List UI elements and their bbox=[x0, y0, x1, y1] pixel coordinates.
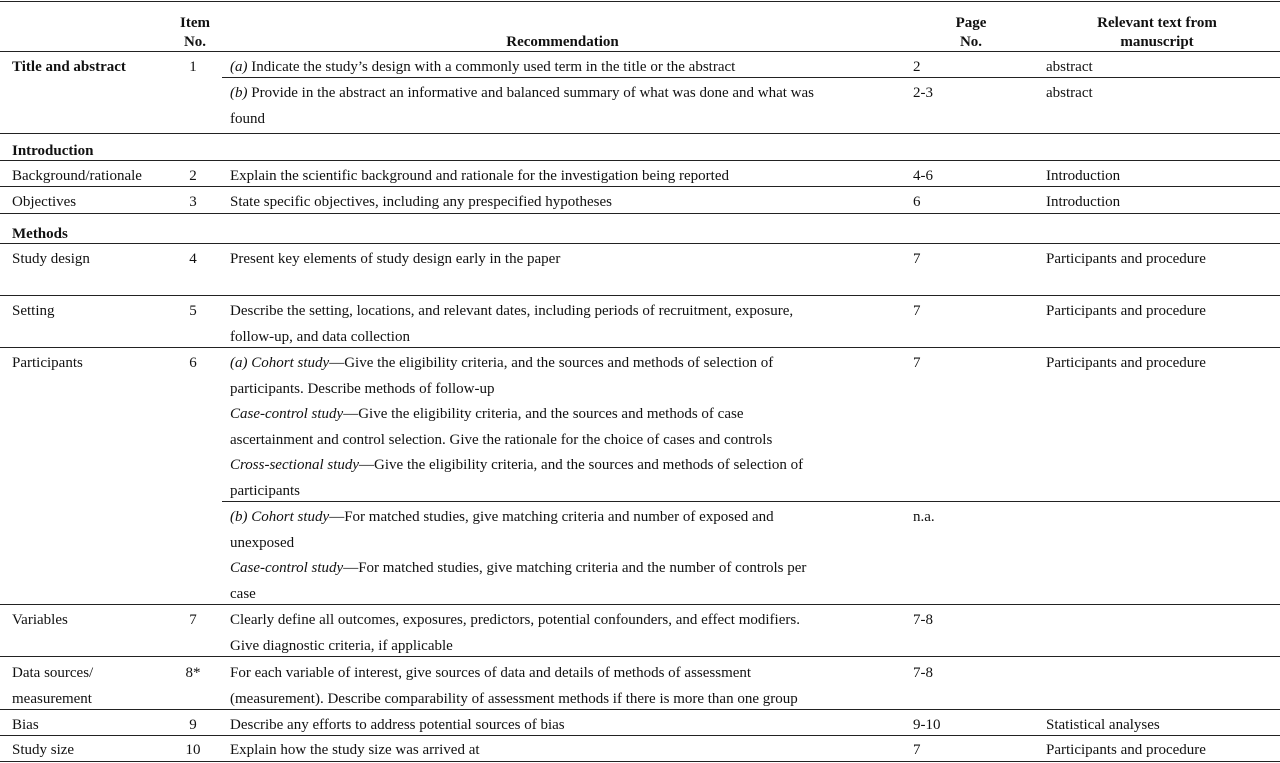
topic: Objectives bbox=[12, 194, 77, 210]
rule-r8 bbox=[0, 709, 1280, 710]
rule-bottom bbox=[0, 761, 1280, 762]
rule-r5 bbox=[0, 347, 1280, 348]
header-item-no-1: Item bbox=[180, 15, 210, 31]
recommendation-text: (measurement). Describe comparability of assessment methods if there is more than one group bbox=[230, 691, 798, 707]
item-no: 5 bbox=[189, 303, 197, 319]
header-item-no-2: No. bbox=[183, 34, 207, 50]
section-introduction: Introduction bbox=[12, 143, 94, 159]
item-no: 6 bbox=[189, 355, 197, 371]
topic: measurement bbox=[12, 691, 92, 707]
rule-r4 bbox=[0, 295, 1280, 296]
recommendation-text: case bbox=[230, 586, 256, 602]
rule-r2 bbox=[0, 186, 1280, 187]
item-no: 3 bbox=[189, 194, 197, 210]
relevant-text: abstract bbox=[1046, 85, 1093, 101]
relevant-text: Introduction bbox=[1046, 168, 1121, 184]
page-no: 4-6 bbox=[913, 168, 933, 184]
relevant-text: abstract bbox=[1046, 59, 1093, 75]
recommendation-text: participants. Describe methods of follow-up bbox=[230, 381, 495, 397]
header-relevant-2: manuscript bbox=[1120, 34, 1194, 50]
rule-r6 bbox=[0, 604, 1280, 605]
rule-r3 bbox=[0, 213, 1280, 214]
item-no: 8* bbox=[185, 665, 201, 681]
topic: Background/rationale bbox=[12, 168, 142, 184]
page-no: 2-3 bbox=[913, 85, 933, 101]
recommendation-text: Clearly define all outcomes, exposures, predictors, potential confounders, and effect modifiers. bbox=[230, 612, 800, 628]
recommendation-text: (a) Indicate the study’s design with a commonly used term in the title or the abstract bbox=[230, 59, 736, 75]
topic: Bias bbox=[12, 717, 39, 733]
recommendation-text: Describe the setting, locations, and relevant dates, including periods of recruitment, exposure, bbox=[230, 303, 794, 319]
recommendation-text: Case-control study—Give the eligibility criteria, and the sources and methods of case bbox=[230, 406, 744, 422]
item-no: 9 bbox=[189, 717, 197, 733]
recommendation-text: Give diagnostic criteria, if applicable bbox=[230, 638, 453, 654]
relevant-text: Participants and procedure bbox=[1046, 303, 1206, 319]
recommendation-text: (a) Cohort study—Give the eligibility criteria, and the sources and methods of selection of bbox=[230, 355, 774, 371]
recommendation-text: For each variable of interest, give sources of data and details of methods of assessment bbox=[230, 665, 752, 681]
recommendation-text: ascertainment and control selection. Give the rationale for the choice of cases and controls bbox=[230, 432, 773, 448]
recommendation-text: follow-up, and data collection bbox=[230, 329, 410, 345]
rule-header-bottom bbox=[0, 51, 1280, 52]
header-page-no-2: No. bbox=[959, 34, 983, 50]
recommendation-text: (b) Cohort study—For matched studies, give matching criteria and number of exposed and bbox=[230, 509, 774, 525]
rule-r1-bottom bbox=[0, 133, 1280, 134]
page-no: 7 bbox=[913, 355, 921, 371]
rule-methods bbox=[0, 243, 1280, 244]
page-no: n.a. bbox=[913, 509, 935, 525]
recommendation-text: Cross-sectional study—Give the eligibility criteria, and the sources and methods of selection of bbox=[230, 457, 804, 473]
page-no: 7 bbox=[913, 742, 921, 758]
topic: Variables bbox=[12, 612, 68, 628]
page-no: 7-8 bbox=[913, 612, 933, 628]
recommendation-text: unexposed bbox=[230, 535, 295, 551]
page-no: 2 bbox=[913, 59, 921, 75]
header-relevant-1: Relevant text from bbox=[1097, 15, 1217, 31]
rule-r7 bbox=[0, 656, 1280, 657]
topic: Study design bbox=[12, 251, 90, 267]
recommendation-text: Explain the scientific background and rationale for the investigation being reported bbox=[230, 168, 729, 184]
recommendation-text: found bbox=[230, 111, 265, 127]
rule-r9 bbox=[0, 735, 1280, 736]
page-no: 7 bbox=[913, 303, 921, 319]
recommendation-text: participants bbox=[230, 483, 300, 499]
recommendation-text: Explain how the study size was arrived at bbox=[230, 742, 480, 758]
topic: Setting bbox=[12, 303, 55, 319]
header-recommendation: Recommendation bbox=[506, 34, 619, 50]
relevant-text: Participants and procedure bbox=[1046, 742, 1206, 758]
topic: Participants bbox=[12, 355, 83, 371]
rule-r1a bbox=[222, 77, 1280, 78]
relevant-text: Participants and procedure bbox=[1046, 355, 1206, 371]
recommendation-text: Case-control study—For matched studies, give matching criteria and the number of controls per bbox=[230, 560, 807, 576]
item-no: 7 bbox=[189, 612, 197, 628]
recommendation-text: Describe any efforts to address potential sources of bias bbox=[230, 717, 565, 733]
topic: Study size bbox=[12, 742, 75, 758]
rule-top bbox=[0, 1, 1280, 2]
recommendation-text: State specific objectives, including any prespecified hypotheses bbox=[230, 194, 612, 210]
page-no: 6 bbox=[913, 194, 921, 210]
section-title-abstract: Title and abstract bbox=[12, 59, 126, 75]
item-no: 1 bbox=[189, 59, 197, 75]
item-no: 10 bbox=[185, 742, 201, 758]
item-no: 2 bbox=[189, 168, 197, 184]
relevant-text: Introduction bbox=[1046, 194, 1121, 210]
relevant-text: Statistical analyses bbox=[1046, 717, 1160, 733]
relevant-text: Participants and procedure bbox=[1046, 251, 1206, 267]
section-methods: Methods bbox=[12, 226, 68, 242]
recommendation-text: Present key elements of study design early in the paper bbox=[230, 251, 561, 267]
item-no: 4 bbox=[189, 251, 197, 267]
page-no: 7 bbox=[913, 251, 921, 267]
page-no: 9-10 bbox=[913, 717, 941, 733]
topic: Data sources/ bbox=[12, 665, 94, 681]
header-page-no-1: Page bbox=[955, 15, 987, 31]
recommendation-text: (b) Provide in the abstract an informative and balanced summary of what was done and what was bbox=[230, 85, 814, 101]
rule-intro bbox=[0, 160, 1280, 161]
rule-r6a bbox=[222, 501, 1280, 502]
page-no: 7-8 bbox=[913, 665, 933, 681]
